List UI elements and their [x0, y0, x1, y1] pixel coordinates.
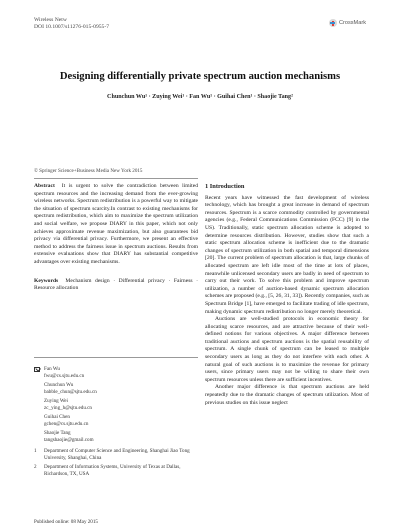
author-email[interactable]: gchen@cs.sjtu.edu.cn	[44, 420, 89, 427]
author-name: Guihai Chen	[44, 413, 70, 420]
author-name: Chunchun Wu	[44, 381, 74, 388]
affiliation-text: Department of Computer Science and Engineering, Shanghai Jiao Tong University, Shanghai, China	[44, 448, 190, 461]
section-heading: 1 Introduction	[205, 183, 245, 190]
abstract	[34, 183, 198, 267]
author-email[interactable]: tangshaojie@gmail.com	[44, 436, 94, 443]
affiliation-text: Department of Information Systems, University of Texas at Dallas, Richardson, TX, USA	[44, 464, 181, 477]
right-column	[205, 183, 369, 407]
intro-paragraph: Recent years have witnessed the fast development of wireless technology, which has brought a great increase in demand of spectrum resources. Spectrum is a scarce commodity controlled by governmental agencies (e.g., Federal Communications Commission (FCC) [9] in the US). Traditionally, static spectrum allocation scheme is adopted to determine resources distribution. However, studies show that such a static spectrum allocation scheme is inefficient due to the dramatic changes of spectrum utilization in both spatial and temporal dimensions [20]. The current problem of spectrum allocation is that, large chunks of allocated spectrum are left idle most of the time at lots of places, meanwhile unlicensed secondary users are badly in need of spectrum to carry out their work. To solve this problem and improve spectrum utilization, a number of auction-based dynamic spectrum allocation schemes are proposed (e.g., [5, 26, 31, 33]). Recently companies, such as Spectrum Bridge [1], have emerged to facilitate trading of idle spectrum, making dynamic spectrum redistribution no longer merely theoretical.	[205, 194, 369, 315]
author-name: Fan Wu	[44, 366, 60, 372]
affiliation-number: 2	[34, 464, 37, 471]
abstract-text: It is urgent to solve the contradiction between limited spectrum resources and the increasing demand from the ever-growing wireless networks. Spectrum redistribution is a powerful way to mitigate the situation of spectrum scarcity.In contrast to existing mechanisms for spectrum redistribution, which aim to maximize the spectrum utilization and social welfare, we propose DIARY in this paper, which not only achieves approximate revenue maximization, but also guarantees bid privacy via differential privacy. Furthermore, we present an effective method to address the fairness issue in spectrum auctions. Results from extensive evaluations show that DIARY has substantial competitive advantages over existing mechanisms.	[34, 183, 198, 265]
author-list: Chunchun Wu¹ · Zuying Wei¹ · Fan Wu¹ · Guihai Chen¹ · Shaojie Tang²	[107, 94, 293, 100]
intro-paragraph: Another major difference is that spectrum auctions are held repeatedly due to the dramatic changes of spectrum utilization. Most of previous studies on this issue neglect	[205, 384, 369, 406]
correspondence-entry	[34, 398, 198, 411]
paper-title: Designing differentially private spectrum auction mechanisms	[59, 71, 341, 82]
crossmark-label: CrossMark	[338, 20, 366, 26]
correspondence-entry	[34, 430, 198, 443]
author-name: Shaojie Tang	[44, 429, 71, 436]
affiliation	[34, 448, 198, 461]
doi[interactable]: DOI 10.1007/s11276-015-0955-7	[34, 24, 109, 30]
published-date: Published online: 08 May 2015	[34, 519, 98, 525]
crossmark-badge[interactable]	[329, 19, 366, 27]
left-column	[34, 183, 198, 293]
affiliation-number: 1	[34, 448, 37, 455]
crossmark-icon	[329, 19, 337, 27]
keywords-label: Keywords	[34, 277, 59, 284]
journal-header	[34, 17, 109, 31]
abstract-label: Abstract	[34, 183, 55, 189]
journal-name: Wireless Netw	[34, 17, 67, 23]
affiliation	[34, 464, 198, 477]
author-email[interactable]: fwu@cs.sjtu.edu.cn	[44, 372, 85, 379]
correspondence-entry	[34, 382, 198, 395]
author-email[interactable]: babble_chun@sjtu.edu.cn	[44, 388, 97, 395]
correspondence-block	[34, 366, 198, 481]
divider	[34, 178, 198, 179]
correspondence-entry	[34, 366, 198, 379]
divider	[34, 357, 198, 358]
author-email[interactable]: zc_ying_h@sjtu.edu.cn	[44, 404, 92, 411]
keywords-text: Mechanism design · Differential privacy · Fairness · Resource allocation	[34, 277, 198, 292]
keywords	[34, 278, 198, 293]
affiliations	[34, 448, 198, 477]
correspondence-entry	[34, 414, 198, 427]
envelope-icon	[34, 367, 40, 372]
copyright-notice: © Springer Science+Business Media New York 2015	[34, 168, 143, 174]
author-name: Zuying Wei	[44, 397, 68, 404]
intro-paragraph: Auctions are well-studied protocols in economic theory for allocating scarce resources, and are attractive because of their well-defined notions for various objectives. A major difference between traditional auctions and spectrum auctions is the spatial reusability of spectrum. A single chunk of spectrum can be leased to multiple secondary users as long as they do not interfere with each other. A natural goal of such auctions is to maximize the revenue for primary users, since primary users may not be willing to share their own spectrum resources unless there are sufficient incentives.	[205, 316, 369, 383]
